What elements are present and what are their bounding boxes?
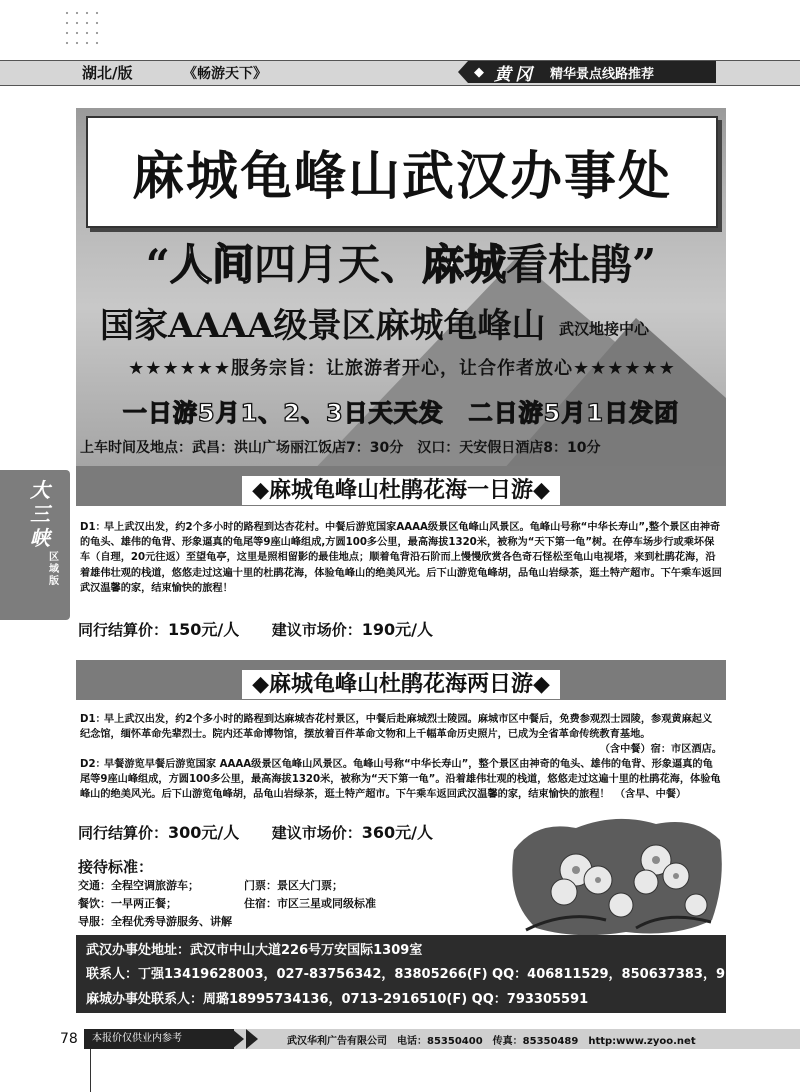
side-tab-main: 大三峡 [30, 478, 50, 550]
price-value: 190元/人 [361, 620, 433, 639]
service-motto: ★★★★★★服务宗旨：让旅游者开心，让合作者放心★★★★★★ [128, 358, 676, 379]
office-address: 武汉办事处地址：武汉市中山大道226号万安国际1309室 [86, 943, 423, 958]
day-label: D1： [80, 714, 106, 725]
header-column-title: 《畅游天下》 [183, 66, 267, 82]
tour2-prices [78, 820, 433, 843]
standard-meals: 餐饮：一早两正餐； [78, 897, 177, 910]
header-subtitle: 精华景点线路推荐 [550, 66, 655, 82]
contact-person-macheng: 麻城办事处联系人：周璐18995734136，0713-2916510(F) QQ：793305591 [86, 992, 589, 1007]
slogan [76, 232, 726, 292]
tour2-day1-text: 早上武汉出发，约2个多小时的路程到达麻城杏花村景区，中餐后赴麻城烈士陵园。麻城市区中餐后，免费参观烈士园陵，参观黄麻起义纪念馆，缅怀革命先辈烈士。院内还革命博物馆，摆放着百件革命文物和上千幅革命历史照片，已成为全省革命传统教育基地。 [80, 714, 713, 741]
azalea-flower-image [506, 810, 726, 940]
divider [90, 1049, 91, 1092]
header-region: 湖北/版 [82, 64, 133, 82]
header-city-block [458, 61, 716, 83]
departure-dates: 一日游5月1、2、3日天天发 二日游5月1日发团 [122, 399, 680, 427]
price-label: 同行结算价： [78, 621, 169, 639]
page-number: 78 [60, 1031, 78, 1047]
tour1-prices [78, 617, 433, 640]
price-value: 300元/人 [168, 823, 240, 842]
price-label: 同行结算价： [78, 824, 169, 842]
standard-lodging: 住宿：市区三星或同级标准 [244, 897, 376, 910]
price-value: 150元/人 [168, 620, 240, 639]
standard-guide: 导服：全程优秀导游服务、讲解 [78, 915, 232, 928]
tour2-day2 [80, 757, 722, 803]
slogan-quote-open: “ [145, 240, 170, 289]
price-value: 360元/人 [361, 823, 433, 842]
standard-transport: 交通：全程空调旅游车； [78, 879, 199, 892]
tour1-title-text: ◆麻城龟峰山杜鹃花海一日游◆ [242, 476, 560, 505]
tour2-title-text: ◆麻城龟峰山杜鹃花海两日游◆ [242, 670, 560, 699]
chevron-right-icon [246, 1029, 258, 1049]
price-label: 建议市场价： [271, 824, 362, 842]
slogan-part-3: 麻城 [422, 240, 507, 289]
pickup-info [80, 437, 600, 457]
tour2-day1 [80, 712, 722, 742]
footer-note: 本报价仅供业内参考 [84, 1029, 234, 1049]
arrow-icon [458, 61, 468, 83]
scenic-level-heading: 国家AAAA级景区麻城龟峰山 [100, 306, 546, 346]
tour2-day1-meal: （含中餐）宿：市区酒店。 [599, 744, 722, 755]
footer-company: 武汉华利广告有限公司 电话：85350400 传真：85350489 http:www.zyoo.net [287, 1036, 696, 1047]
dot-grid-decoration [62, 8, 102, 48]
diamond-icon: ◆ [474, 64, 484, 80]
slogan-quote-close: ” [632, 240, 657, 289]
pickup-label: 上车时间及地点： [80, 440, 192, 456]
day-label: D2： [80, 759, 106, 770]
slogan-part-4: 看杜鹃 [506, 240, 633, 289]
header-city: 黄冈 [494, 64, 536, 85]
tour1-title [76, 473, 726, 504]
tour1-itinerary [80, 520, 722, 596]
slogan-part-2: 四月天、 [253, 240, 422, 289]
slogan-part-1: 人间 [169, 240, 254, 289]
chevron-right-icon [232, 1029, 244, 1049]
price-label: 建议市场价： [271, 621, 362, 639]
pickup-text: 武昌：洪山广场丽江饭店7：30分 汉口：天安假日酒店8：10分 [192, 440, 601, 456]
standard-ticket: 门票：景区大门票； [244, 879, 343, 892]
scenic-level-subheading: 武汉地接中心 [559, 320, 650, 338]
tour1-day-text: 早上武汉出发，约2个多小时的路程到达杏花村。中餐后游览国家AAAA级景区龟峰山风景区。龟峰山号称“中华长寿山”,整个景区由神奇的龟头、雄伟的龟背、形象逼真的龟尾等9座山峰组成,方圆100多公里，最高海拔1320米，被称为“天下第一龟”树。在停车场步行或乘坏保车（自理，20元往返）至望龟亭，这里是照相留影的最佳地点；顺着龟背沿石阶而上慢慢欣赏各色奇石怪松至龟山电视塔，来到杜鹃花海，沿着雄伟壮观的栈道，悠悠走过这遍十里的杜鹃花海，体验龟峰山的绝美风光。后下山游览龟峰胡，品龟山岩绿茶，逛土特产超市。下午乘车返回武汉温馨的家，结束愉快的旅程！ [80, 522, 722, 594]
page-title: 麻城龟峰山武汉办事处 [131, 146, 672, 207]
tour2-title [76, 667, 726, 698]
day-label: D1： [80, 522, 106, 533]
contact-person-wuhan: 联系人：丁强13419628003，027-83756342，83805266(F) QQ：406811529，850637383，928541406 [86, 967, 798, 982]
side-tab-sub: 区域版 [49, 552, 59, 587]
standards-title: 接待标准： [78, 858, 154, 876]
tour2-day2-text: 早餐游览早餐后游览国家 AAAA级景区龟峰山风景区。龟峰山号称“中华长寿山”，整个景区由神奇的龟头、雄伟的龟背、形象逼真的龟尾等9座山峰组成，方圆100多公里，最高海拔1320米，被称为“天下第一龟”。沿着雄伟壮观的栈道，悠悠走过这遍十里的杜鹃花海，体验龟峰山的绝美风光。后下山游览龟峰胡，品龟山岩绿茶，逛土特产超市。下午乘车返回武汉温馨的家，结束愉快的旅程！ （含早、中餐） [80, 759, 721, 801]
